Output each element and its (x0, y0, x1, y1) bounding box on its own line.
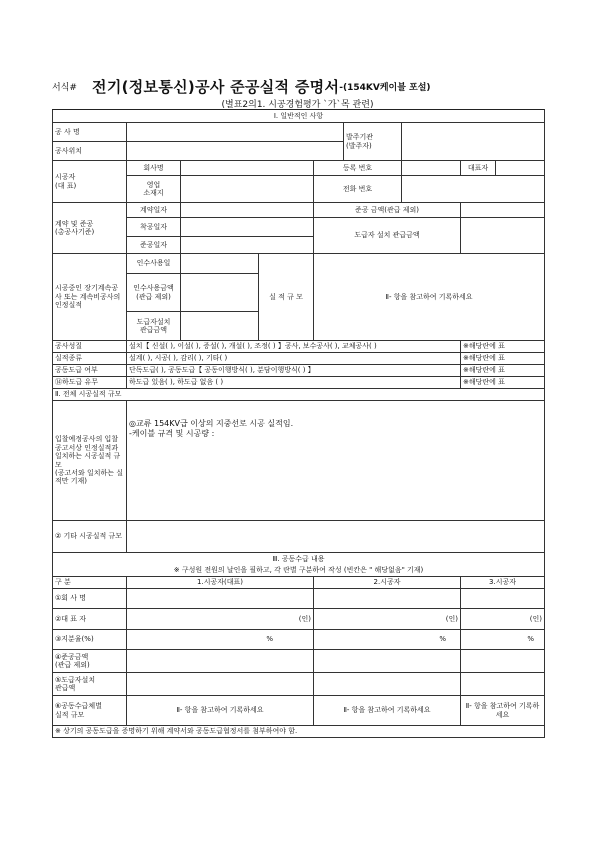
certificate-form (52, 109, 545, 738)
joint-mark: ※해당란에 표 (461, 365, 545, 377)
scale-note1: Ⅱ- 항을 참고하여 기록하세요 (127, 696, 314, 726)
row-completion-label: ④준공금액 (관급 제외) (53, 650, 127, 673)
company3-field[interactable] (461, 589, 545, 609)
work-type-mark: ※해당란에 표 (461, 341, 545, 353)
col-contractor2: 2.시공자 (314, 577, 461, 589)
row-company-label: ①회 사 명 (53, 589, 127, 609)
completion-amount-field[interactable] (461, 203, 545, 218)
supplied3-field[interactable] (461, 673, 545, 696)
ordering-org-field[interactable] (402, 123, 545, 161)
scale-note: Ⅱ- 항을 참고하여 기록하세요 (314, 254, 545, 341)
office-location-field[interactable] (181, 176, 314, 203)
item1-text[interactable]: ◎교류 154KV급 이상의 지중선로 시공 실적임. -케이블 규격 및 시공량 : (127, 401, 545, 521)
company-name-label: 회사명 (127, 161, 181, 176)
document-title-suffix: -(154KV케이블 포설) (339, 83, 431, 93)
ceo-label: 대표자 (461, 161, 496, 176)
work-type-label: 공사성질 (53, 341, 127, 353)
document-subtitle: (별표2의1. 시공경험평가 `가`목 관련) (221, 100, 374, 110)
section2-heading: Ⅱ. 전체 시공실적 규모 (53, 389, 545, 401)
reg-no-field[interactable] (402, 161, 461, 176)
col-label: 구 분 (53, 577, 127, 589)
start-date-field[interactable] (181, 218, 314, 237)
takeover-amount-label: 인수사용금액 (관급 제외) (127, 274, 181, 312)
item2-field[interactable] (127, 521, 545, 553)
supplied-amount-field[interactable] (461, 218, 545, 254)
project-name-label: 공 사 명 (53, 123, 127, 142)
document-title: 전기(정보통신)공사 준공실적 증명서 (92, 78, 340, 96)
completion-amount-label: 준공 금액(관급 제외) (314, 203, 461, 218)
row-supplied-label: ⑤도급자설치 관급액 (53, 673, 127, 696)
start-date-label: 착공일자 (127, 218, 181, 237)
supplied-amount-label: 도급자 설치 관급금액 (314, 218, 461, 254)
share1[interactable]: % (127, 630, 314, 650)
supplied2-field[interactable] (314, 673, 461, 696)
company2-field[interactable] (314, 589, 461, 609)
takeover-date-field[interactable] (181, 254, 259, 274)
completion2-field[interactable] (314, 650, 461, 673)
section1-heading: Ⅰ. 일반적인 사항 (53, 110, 545, 123)
takeover-amount-field[interactable] (181, 274, 259, 312)
perf-type-mark: ※해당란에 표 (461, 353, 545, 365)
completion-date-field[interactable] (181, 237, 314, 254)
project-name-field[interactable] (127, 123, 344, 142)
joint-label: 공동도급 여부 (53, 365, 127, 377)
project-location-field[interactable] (127, 142, 344, 161)
share2[interactable]: % (314, 630, 461, 650)
section3-heading: Ⅲ. 공동수급 내용 (53, 553, 545, 565)
phone-label: 전화 번호 (314, 176, 402, 203)
form-number: 서식# (52, 83, 77, 93)
completion-date-label: 준공일자 (127, 237, 181, 254)
scale-label: 실 적 규 모 (259, 254, 314, 341)
col-contractor1: 1.시공자(대표) (127, 577, 314, 589)
phone-field[interactable] (402, 176, 545, 203)
office-location-label: 영업 소재지 (127, 176, 181, 203)
item2-label: ② 기타 시공실적 규모 (53, 521, 127, 553)
contract-date-field[interactable] (181, 203, 314, 218)
scale-note2: Ⅱ- 항을 참고하여 기록하세요 (314, 696, 461, 726)
seal1[interactable]: (인) (127, 609, 314, 630)
company-name-field[interactable] (181, 161, 314, 176)
contractor-label: 시공자 (대 표) (53, 161, 127, 203)
takeover-date-label: 인수사용일 (127, 254, 181, 274)
perf-type-label: 실적종류 (53, 353, 127, 365)
ceo-field[interactable] (496, 161, 545, 176)
item1-label: 입찰예정공사의 입찰공고서상 인정실적과 일치하는 시공실적 규모 (공고서와 일치하는 실적만 기재) (53, 401, 127, 521)
seal3[interactable]: (인) (461, 609, 545, 630)
ordering-org-label: 발주기관 (발주자) (344, 123, 402, 161)
contract-label: 계약 및 준공 (총공사기준) (53, 203, 127, 254)
col-contractor3: 3.시공자 (461, 577, 545, 589)
subcontract-options: 하도급 있음( ), 하도급 없음 ( ) (127, 377, 461, 389)
installed-supplied-label: 도급자설치 관급금액 (127, 312, 181, 341)
section3-footnote: ※ 상기의 공동도급을 증명하기 위해 계약서와 공동도급협정서를 첨부하여야 함. (53, 726, 545, 738)
subcontract-label: ⑭하도급 유무 (53, 377, 127, 389)
company1-field[interactable] (127, 589, 314, 609)
perf-type-options: 설계( ), 시공( ), 감리( ), 기타( ) (127, 353, 461, 365)
page-title (52, 76, 552, 98)
seal2[interactable]: (인) (314, 609, 461, 630)
joint-options: 단독도급( ), 공동도급【 공동이행방식( ), 분담이행방식( ) 】 (127, 365, 461, 377)
scale-note3: Ⅱ- 항을 참고하여 기록하세요 (461, 696, 545, 726)
contract-date-label: 계약일자 (127, 203, 181, 218)
row-ceo-label: ②대 표 자 (53, 609, 127, 630)
share3[interactable]: % (461, 630, 545, 650)
completion3-field[interactable] (461, 650, 545, 673)
row-scale-label: ⑥공동수급체별 실적 규모 (53, 696, 127, 726)
work-type-options: 설치【 신설( ), 이설( ), 증설( ), 개설( ), 조정( ) 】공사, 보수공사( ), 교체공사( ) (127, 341, 461, 353)
completion1-field[interactable] (127, 650, 314, 673)
supplied1-field[interactable] (127, 673, 314, 696)
section3-note: ※ 구성원 전원의 날인을 필하고, 각 란별 구분하여 작성 (빈칸은 " 해당없음" 기재) (53, 565, 545, 577)
project-location-label: 공사위치 (53, 142, 127, 161)
reg-no-label: 등록 번호 (314, 161, 402, 176)
row-share-label: ③지분율(%) (53, 630, 127, 650)
installed-supplied-field[interactable] (181, 312, 259, 341)
in-progress-label: 시공중인 장기계속공사 또는 계속비공사의 인정실적 (53, 254, 127, 341)
subcontract-mark: ※해당란에 표 (461, 377, 545, 389)
